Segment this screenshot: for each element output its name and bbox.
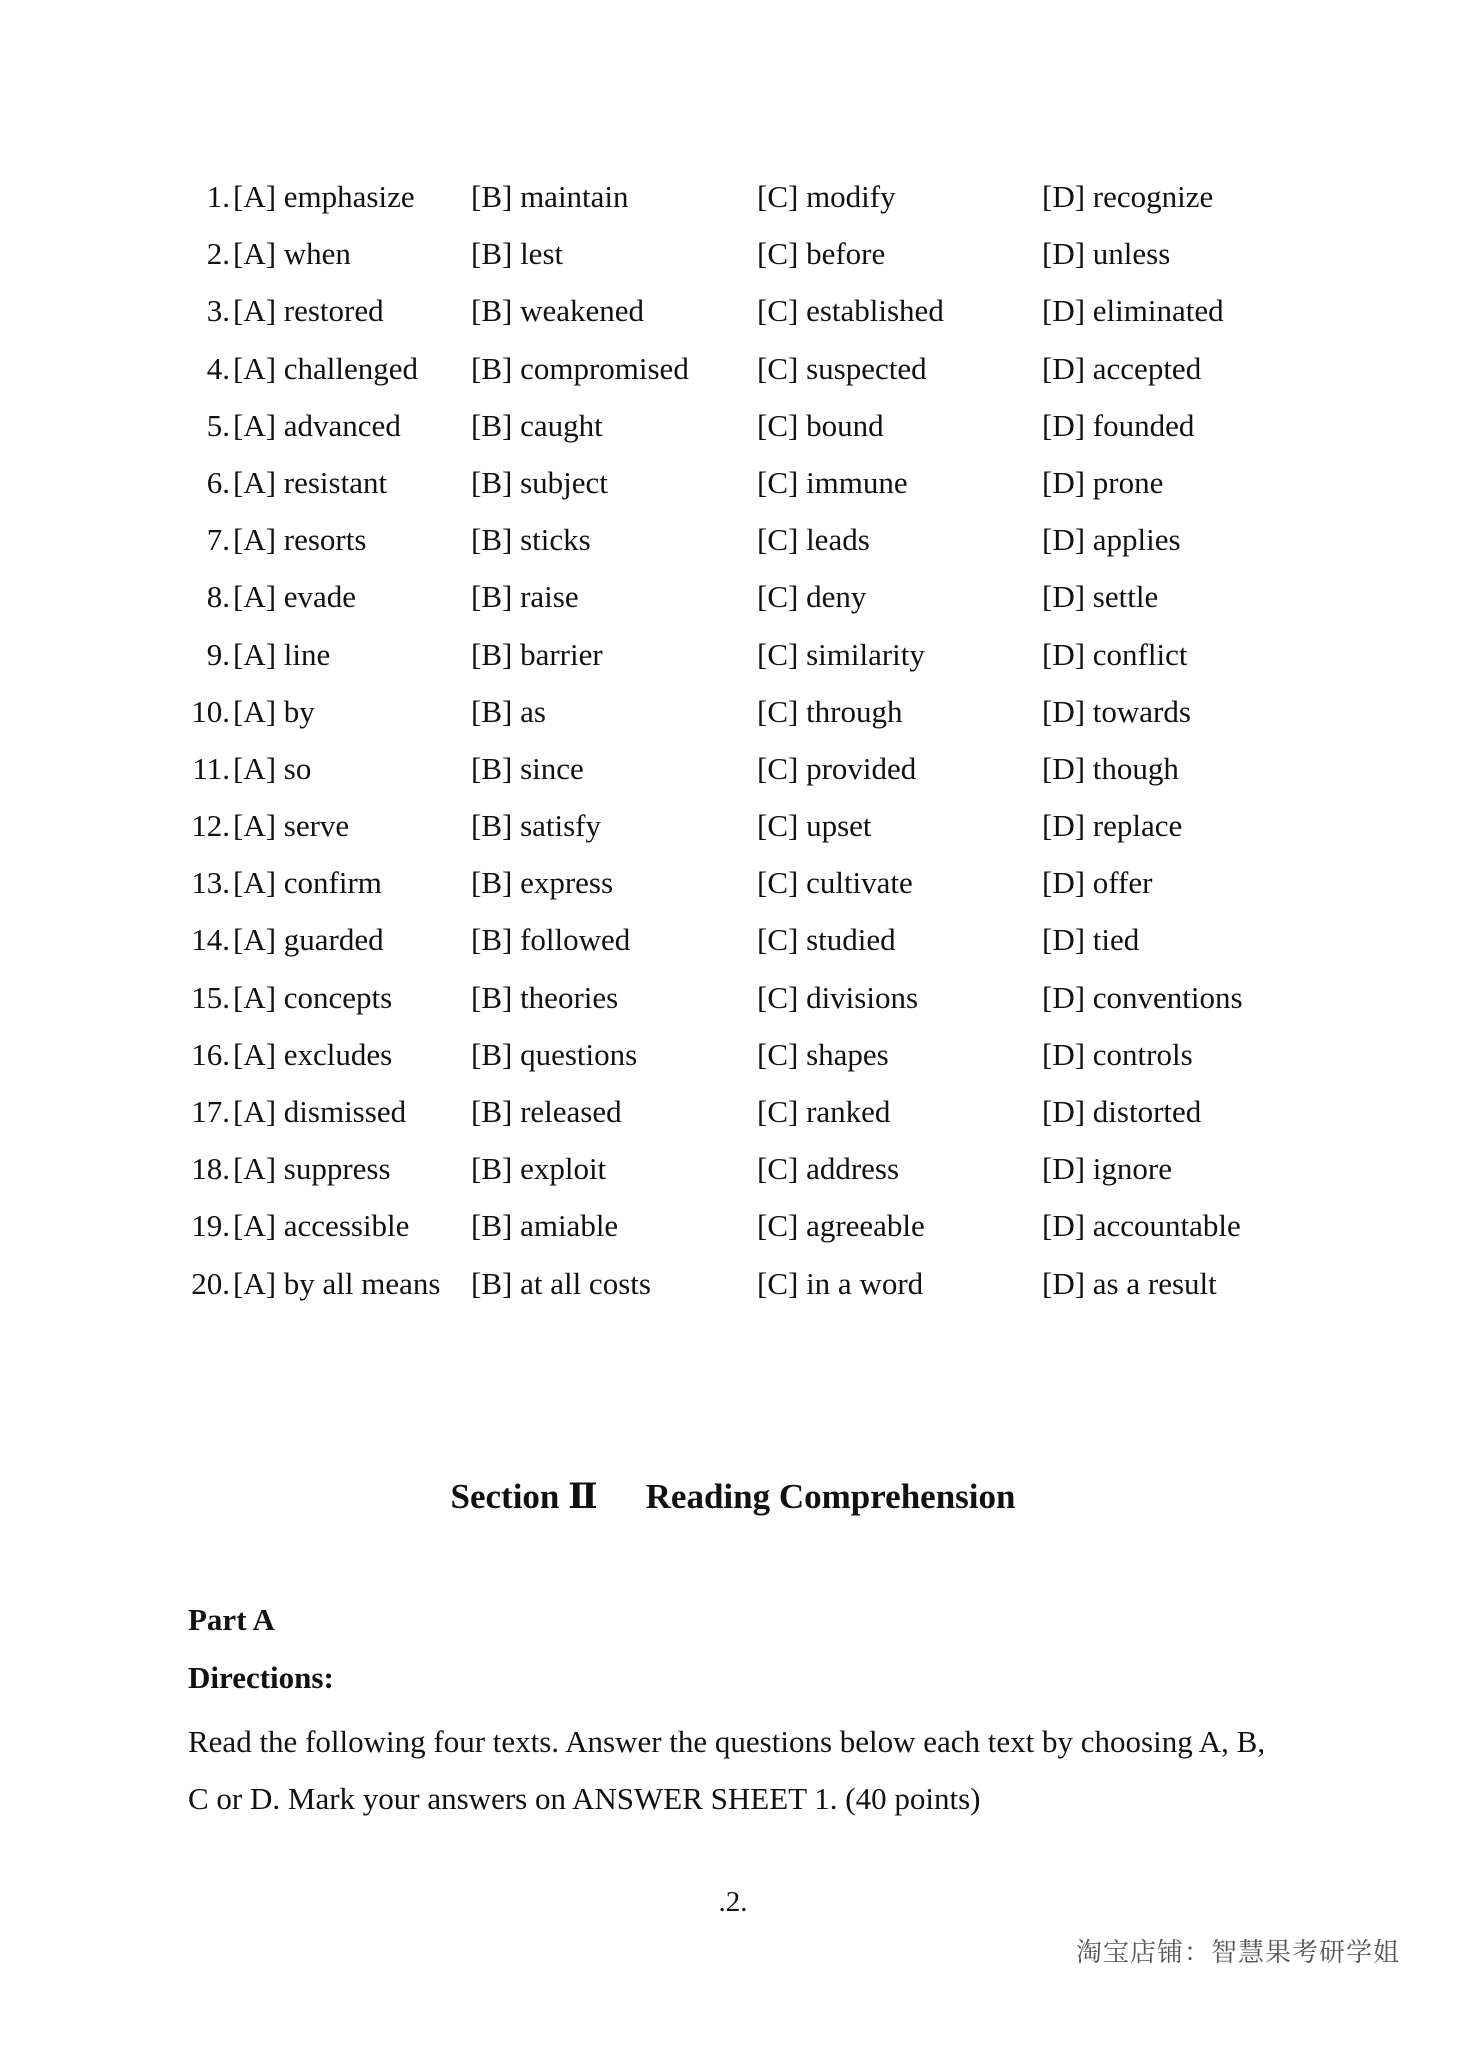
option-b: [B] questions [471, 1036, 638, 1072]
option-d: [D] prone [1042, 464, 1164, 500]
option-c: [C] bound [757, 407, 884, 443]
section-title: Reading Comprehension [645, 1477, 1016, 1516]
option-row [0, 454, 1466, 511]
option-row [0, 1026, 1466, 1083]
option-d: [D] distorted [1042, 1094, 1202, 1129]
option-a: [A] by all means [233, 1265, 441, 1301]
question-number: 11. [192, 750, 230, 786]
option-d: [D] conflict [1042, 636, 1188, 672]
option-d: [D] settle [1042, 579, 1159, 615]
option-c: [C] modify [757, 179, 896, 214]
shop-watermark: 淘宝店铺：智慧果考研学姐 [1075, 1938, 1400, 1968]
question-number: 4. [206, 350, 230, 386]
question-number: 7. [206, 522, 230, 558]
section-label: Section Ⅱ [450, 1477, 598, 1516]
question-number: 12. [191, 808, 230, 844]
option-d: [D] ignore [1042, 1151, 1172, 1187]
directions-text: Read the following four texts. Answer the questions below each text by choosing A, B, C or D. Mark your answers on ANSWER SHEET 1. (40 points) [188, 1724, 1266, 1816]
option-row [0, 854, 1466, 911]
option-d: [D] offer [1042, 865, 1153, 901]
option-c: [C] before [757, 236, 886, 272]
option-row [0, 1140, 1466, 1197]
option-c: [C] studied [757, 922, 896, 958]
option-row [0, 969, 1466, 1026]
question-number: 8. [206, 579, 230, 615]
option-a: [A] excludes [233, 1036, 393, 1072]
option-c: [C] divisions [757, 979, 919, 1015]
option-row [0, 568, 1466, 625]
question-number: 13. [191, 865, 230, 901]
option-a: [A] advanced [233, 407, 401, 443]
option-a: [A] emphasize [233, 179, 415, 214]
option-c: [C] suspected [757, 350, 927, 386]
option-row [0, 282, 1466, 339]
option-b: [B] raise [471, 579, 579, 615]
option-row [0, 397, 1466, 454]
option-row [0, 683, 1466, 740]
option-a: [A] resorts [233, 522, 367, 558]
option-b: [B] maintain [471, 179, 629, 214]
directions-label: Directions: [188, 1660, 334, 1695]
option-b: [B] exploit [471, 1151, 607, 1187]
option-a: [A] accessible [233, 1208, 410, 1244]
option-row [0, 911, 1466, 968]
option-d: [D] though [1042, 750, 1179, 786]
option-d: [D] applies [1042, 522, 1181, 558]
option-c: [C] upset [757, 808, 872, 844]
option-b: [B] amiable [471, 1208, 619, 1244]
option-b: [B] sticks [471, 522, 591, 558]
option-row [0, 626, 1466, 683]
option-c: [C] established [757, 293, 944, 329]
option-a: [A] concepts [233, 979, 393, 1015]
option-d: [D] replace [1042, 808, 1183, 844]
question-number: 20. [191, 1265, 230, 1301]
option-b: [B] subject [471, 464, 608, 500]
section-heading [0, 1476, 1466, 1517]
option-row [0, 740, 1466, 797]
question-number: 9. [206, 636, 230, 672]
option-a: [A] guarded [233, 922, 384, 958]
option-b: [B] as [471, 693, 546, 729]
part-heading: Part A [188, 1602, 275, 1637]
option-a: [A] dismissed [233, 1094, 407, 1129]
option-d: [D] as a result [1042, 1265, 1217, 1301]
option-c: [C] address [757, 1151, 900, 1187]
question-number: 10. [191, 693, 230, 729]
option-c: [C] agreeable [757, 1208, 925, 1244]
option-b: [B] theories [471, 979, 619, 1015]
question-number: 2. [206, 236, 230, 272]
option-b: [B] compromised [471, 350, 689, 386]
option-row [0, 225, 1466, 282]
option-a: [A] by [233, 693, 315, 729]
option-c: [C] in a word [757, 1265, 924, 1301]
option-d: [D] accepted [1042, 350, 1202, 386]
option-c: [C] cultivate [757, 865, 913, 901]
option-d: [D] recognize [1042, 179, 1214, 214]
option-d: [D] unless [1042, 236, 1171, 272]
option-b: [B] express [471, 865, 614, 901]
option-a: [A] serve [233, 808, 350, 844]
option-d: [D] towards [1042, 693, 1191, 729]
option-row [0, 168, 1466, 225]
question-number: 18. [191, 1151, 230, 1187]
option-a: [A] when [233, 236, 351, 272]
option-b: [B] lest [471, 236, 564, 272]
option-row [0, 511, 1466, 568]
option-c: [C] similarity [757, 636, 925, 672]
option-row [0, 1197, 1466, 1254]
option-b: [B] satisfy [471, 808, 602, 844]
question-number: 15. [191, 979, 230, 1015]
question-number: 1. [206, 179, 230, 214]
option-c: [C] ranked [757, 1094, 891, 1129]
option-c: [C] immune [757, 464, 908, 500]
option-row [0, 1255, 1466, 1312]
option-a: [A] confirm [233, 865, 382, 901]
option-b: [B] caught [471, 407, 603, 443]
option-b: [B] released [471, 1094, 622, 1129]
question-number: 16. [191, 1036, 230, 1072]
option-c: [C] provided [757, 750, 917, 786]
option-d: [D] founded [1042, 407, 1195, 443]
option-c: [C] shapes [757, 1036, 889, 1072]
option-b: [B] weakened [471, 293, 644, 329]
option-c: [C] through [757, 693, 903, 729]
question-number: 6. [206, 464, 230, 500]
option-d: [D] eliminated [1042, 293, 1224, 329]
option-row [0, 340, 1466, 397]
option-a: [A] restored [233, 293, 384, 329]
option-a: [A] evade [233, 579, 357, 615]
question-number: 5. [206, 407, 230, 443]
option-row [0, 797, 1466, 854]
option-a: [A] so [233, 750, 312, 786]
option-d: [D] conventions [1042, 979, 1243, 1015]
question-number: 19. [191, 1208, 230, 1244]
option-d: [D] accountable [1042, 1208, 1241, 1244]
option-c: [C] leads [757, 522, 870, 558]
option-row [0, 1083, 1466, 1140]
option-d: [D] tied [1042, 922, 1140, 958]
option-c: [C] deny [757, 579, 867, 615]
option-d: [D] controls [1042, 1036, 1193, 1072]
option-a: [A] line [233, 636, 331, 672]
page-number: .2. [718, 1886, 748, 1918]
option-b: [B] followed [471, 922, 631, 958]
option-a: [A] challenged [233, 350, 419, 386]
option-a: [A] suppress [233, 1151, 391, 1187]
option-b: [B] barrier [471, 636, 603, 672]
question-number: 14. [191, 922, 230, 958]
option-b: [B] at all costs [471, 1265, 651, 1301]
cloze-options-list [0, 168, 1466, 1312]
option-a: [A] resistant [233, 464, 388, 500]
question-number: 17. [191, 1094, 230, 1129]
option-b: [B] since [471, 750, 584, 786]
question-number: 3. [206, 293, 230, 329]
